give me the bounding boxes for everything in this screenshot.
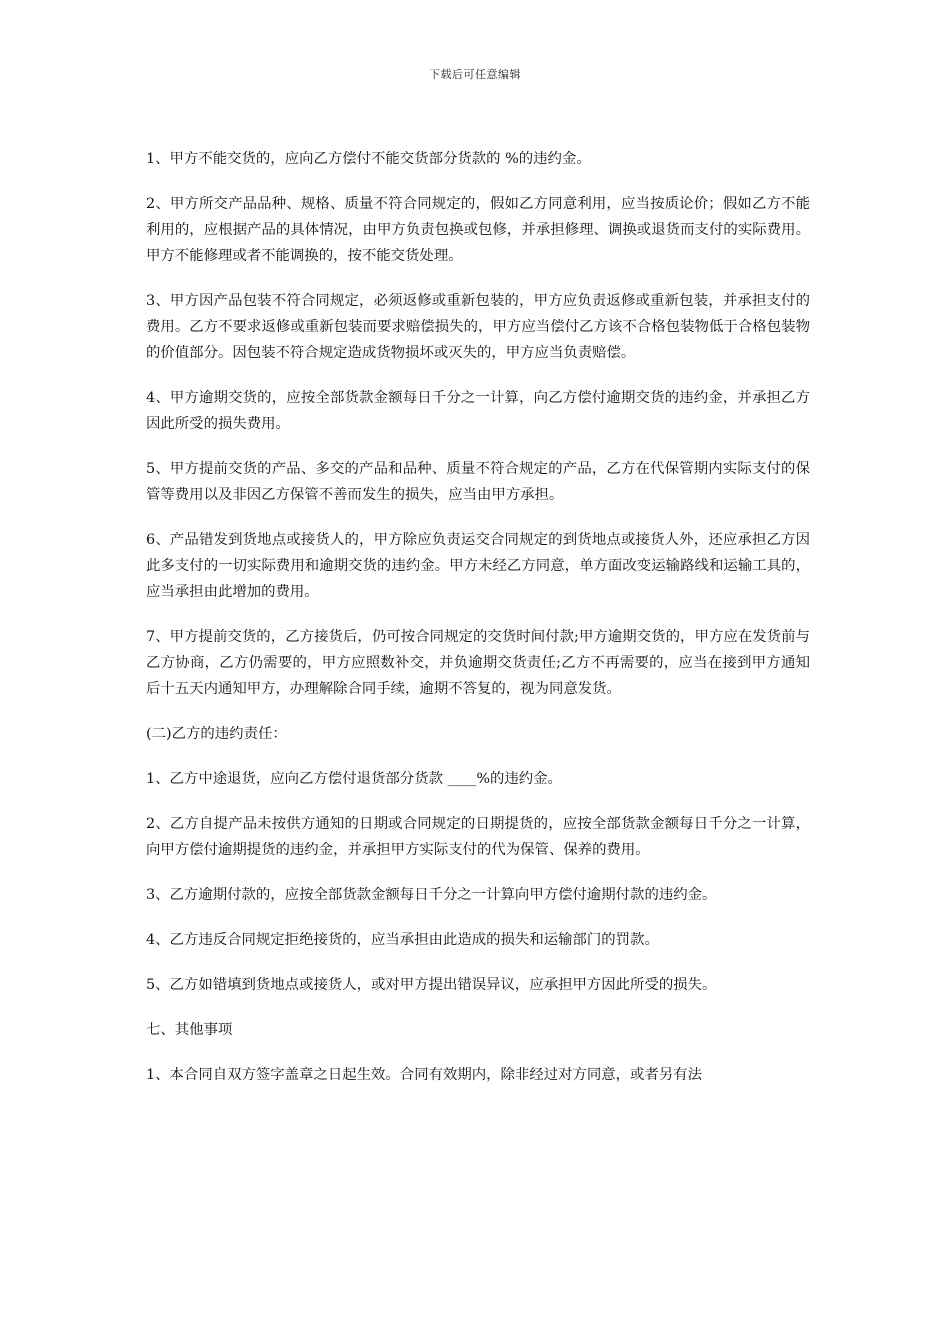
page-header: 下载后可任意编辑 [429,68,521,81]
clause-buyer-5: 5、乙方如错填到货地点或接货人，或对甲方提出错误异议，应承担甲方因此所受的损失。 [146,977,717,993]
document-body [146,146,810,1107]
clause-seller-2: 2、甲方所交产品品种、规格、质量不符合同规定的，假如乙方同意利用，应当按质论价；假如乙方不能利用的，应根据产品的具体情况，由甲方负责包换或包修，并承担修理、调换或退货而支付的实际费用。甲方不能修理或者不能调换的，按不能交货处理。 [146,196,810,264]
clause-buyer-2: 2、乙方自提产品未按供方通知的日期或合同规定的日期提货的，应按全部货款金额每日千分之一计算，向甲方偿付逾期提货的违约金，并承担甲方实际支付的代为保管、保养的费用。 [146,816,810,858]
section-heading-other-matters: 七、其他事项 [146,1022,233,1038]
clause-buyer-1: 1、乙方中途退货，应向乙方偿付退货部分货款 ____%的违约金。 [146,771,562,787]
clause-other-1: 1、本合同自双方签字盖章之日起生效。合同有效期内，除非经过对方同意，或者另有法 [146,1067,703,1083]
clause-seller-3: 3、甲方因产品包装不符合同规定，必须返修或重新包装的，甲方应负责返修或重新包装，并承担支付的费用。乙方不要求返修或重新包装而要求赔偿损失的，甲方应当偿付乙方该不合格包装物低于合格包装物的价值部分。因包装不符合规定造成货物损坏或灭失的，甲方应当负责赔偿。 [146,293,810,361]
clause-seller-1: 1、甲方不能交货的，应向乙方偿付不能交货部分货款的 %的违约金。 [146,151,591,167]
clause-buyer-4: 4、乙方违反合同规定拒绝接货的，应当承担由此造成的损失和运输部门的罚款。 [146,932,659,948]
clause-seller-6: 6、产品错发到货地点或接货人的，甲方除应负责运交合同规定的到货地点或接货人外，还应承担乙方因此多支付的一切实际费用和逾期交货的违约金。甲方未经乙方同意，单方面改变运输路线和运输工具的，应当承担由此增加的费用。 [146,532,810,600]
clause-buyer-3: 3、乙方逾期付款的，应按全部货款金额每日千分之一计算向甲方偿付逾期付款的违约金。 [146,887,717,903]
clause-seller-4: 4、甲方逾期交货的，应按全部货款金额每日千分之一计算，向乙方偿付逾期交货的违约金，并承担乙方因此所受的损失费用。 [146,390,810,432]
clause-seller-7: 7、甲方提前交货的，乙方接货后，仍可按合同规定的交货时间付款;甲方逾期交货的，甲方应在发货前与乙方协商，乙方仍需要的，甲方应照数补交，并负逾期交货责任;乙方不再需要的，应当在接到甲方通知后十五天内通知甲方，办理解除合同手续，逾期不答复的，视为同意发货。 [146,629,810,697]
clause-seller-5: 5、甲方提前交货的产品、多交的产品和品种、质量不符合规定的产品，乙方在代保管期内实际支付的保管等费用以及非因乙方保管不善而发生的损失，应当由甲方承担。 [146,461,810,503]
section-heading-buyer-liability: (二)乙方的违约责任： [146,726,287,742]
